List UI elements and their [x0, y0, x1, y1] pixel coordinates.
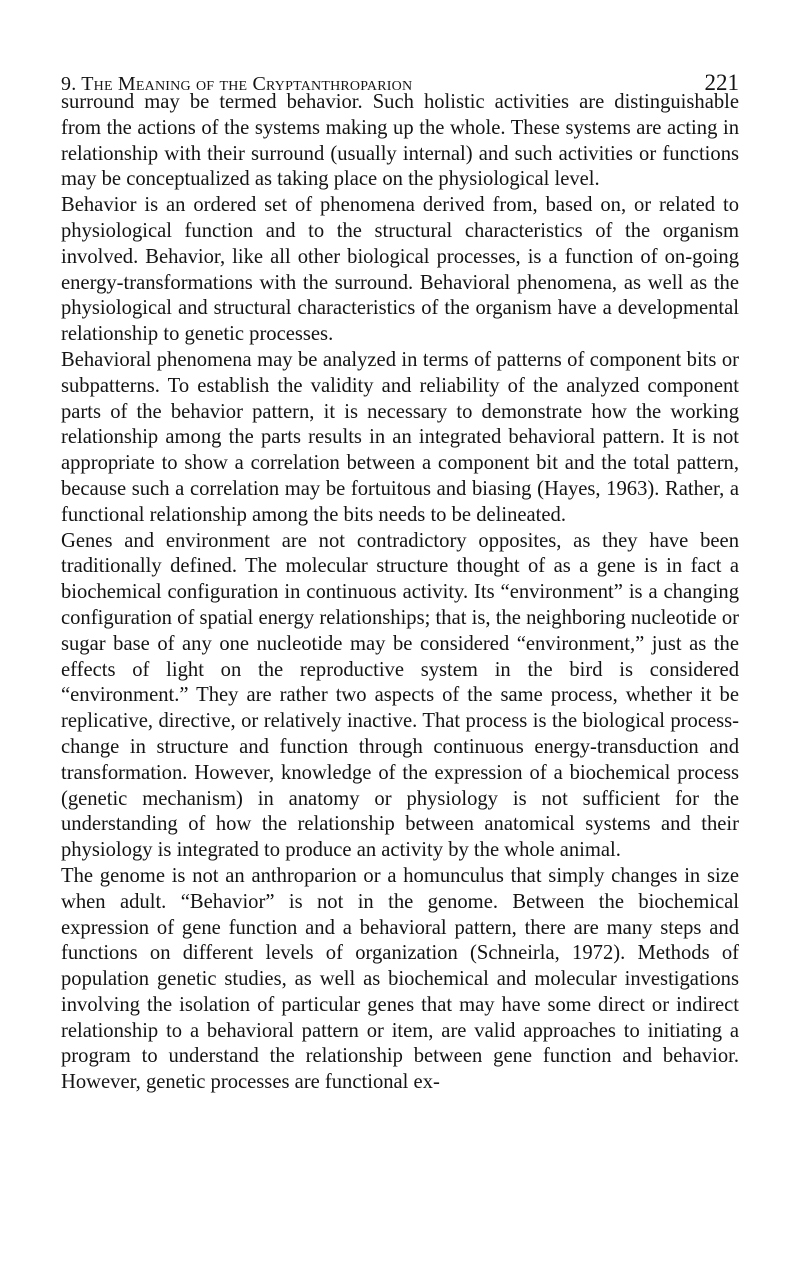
body-text: [61, 90, 739, 1096]
paragraph-3: Behavioral phenomena may be analyzed in terms of patterns of component bits or subpatterns. To establish the validity and reliability of the analyzed component parts of the behavior pattern, it is necessary to demonstrate how the working relationship among the parts results in an integrated behavioral pattern. It is not appropriate to show a correlation between a component bit and the total pattern, because such a correlation may be fortuitous and biasing (Hayes, 1963). Rather, a functional relationship among the bits needs to be delineated.: [61, 348, 739, 526]
paragraph-4: Genes and environment are not contradictory opposites, as they have been traditionally defined. The molecular structure thought of as a gene is in fact a biochemical configuration in continuous activity. Its “environment” is a changing configuration of spatial energy relationships; that is, the neighboring nucleotide or sugar base of any one nucleotide may be considered “environment,” just as the effects of light on the reproductive system in the bird is considered “environment.” They are rather two aspects of the same process, whether it be replicative, directive, or relatively inactive. That process is the biological process-change in structure and function through continuous energy-transduction and transformation. However, knowledge of the expression of a biochemical process (genetic mechanism) in anatomy or physiology is not sufficient for the understanding of how the relationship between anatomical systems and their physiology is integrated to produce an activity by the whole animal.: [61, 529, 739, 862]
page-number: 221: [704, 70, 739, 95]
paragraph-5: The genome is not an anthroparion or a homunculus that simply changes in size when adult. “Behavior” is not in the genome. Between the biochemical expression of gene function and a behavioral pattern, there are many steps and functions on different levels of organization (Schneirla, 1972). Methods of population genetic studies, as well as biochemical and molecular investigations involving the isolation of particular genes that may have some direct or indirect relationship to a behavioral pattern or item, are valid approaches to initiating a program to understand the relationship between gene function and behavior. However, genetic processes are functional ex-: [61, 864, 739, 1094]
running-head: 9. The Meaning of the Cryptanthroparion: [61, 73, 413, 95]
paragraph-1: surround may be termed behavior. Such holistic activities are distinguishable from the actions of the systems making up the whole. These systems are acting in relationship with their surround (usually internal) and such activities or functions may be conceptualized as taking place on the physiological level.: [61, 91, 739, 191]
paragraph-2: Behavior is an ordered set of phenomena derived from, based on, or related to physiological function and to the structural characteristics of the organism involved. Behavior, like all other biological processes, is a function of on-going energy-transformations with the surround. Behavioral phenomena, as well as the physiological and structural characteristics of the organism have a developmental relationship to genetic processes.: [61, 194, 739, 346]
